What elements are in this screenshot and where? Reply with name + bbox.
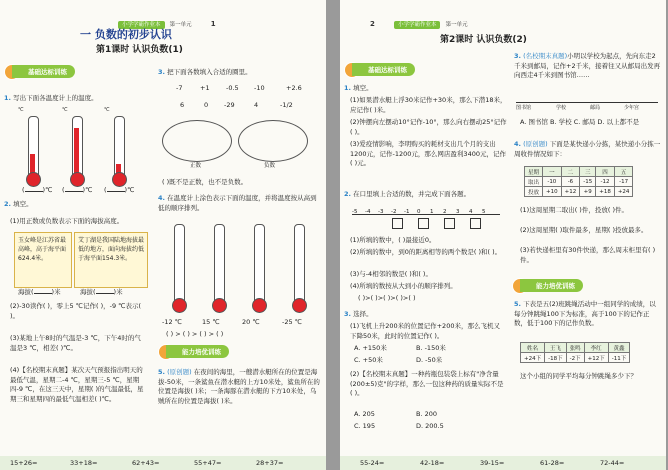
thermometer-3: ℃ bbox=[108, 108, 130, 186]
q3-line: 3. 把下面各数填入合适的圈里。 bbox=[158, 68, 252, 76]
q2-sub3: (3)与-4相邻的数是( )和( )。 bbox=[350, 270, 432, 278]
q4-sub2: (2)这周星期( )取件最多，星期( )投放最多。 bbox=[520, 226, 648, 234]
negative-oval[interactable] bbox=[238, 120, 308, 162]
header-row: 2 小学学霸作业本 第一单元 bbox=[370, 20, 468, 28]
q4-thermometers bbox=[162, 220, 322, 320]
label-negative: 负数 bbox=[264, 163, 276, 169]
courier-table: 星期 一 二 三 四 五 取出 -10 -6 -15 -12 -17 投放 +10 +12 +9 +18 +24 bbox=[524, 166, 633, 197]
section-basic: 基础达标训练 bbox=[352, 63, 415, 76]
side-numberline: 图书馆 学校 邮局 少年宫 bbox=[516, 98, 662, 112]
section-basic: 基础达标训练 bbox=[12, 65, 75, 78]
footer-math: 55-24= 42-18= 39-15= 61-28= 72-44= bbox=[360, 459, 625, 467]
q3-sub1-options-a[interactable]: A. +150米 B. -150米 bbox=[354, 344, 446, 352]
q1-answer-2[interactable]: ( )℃ bbox=[62, 186, 93, 194]
section-ability: 能力培优训练 bbox=[166, 345, 229, 358]
q1-answer-1[interactable]: ( )℃ bbox=[22, 186, 53, 194]
q2-sub4: (4)所填的数按从大到小的顺序排列。 bbox=[350, 282, 457, 290]
positive-oval[interactable] bbox=[162, 120, 232, 162]
q4-line: 4. 在温度计上涂色表示下面的温度，并将温度按从高到低的顺序排列。 bbox=[158, 194, 317, 212]
thermometer-1 bbox=[18, 107, 44, 186]
q4-therm-2[interactable] bbox=[208, 220, 232, 316]
therm-unit: ℃ bbox=[18, 107, 24, 113]
side-options[interactable]: A. 图书馆 B. 学校 C. 邮局 D. 以上都不是 bbox=[520, 118, 640, 126]
q5-line: 5. (原创题) 在夜间的海里，一艘潜水艇所在的位置是海拔-50米，一条鲨鱼在潜水艇的上方10米处，鲨鱼所在的位置是海拔( )米；一条海豚在潜水艇的下方10米处，乌贼所在的位置是海拔( )米。 bbox=[158, 368, 320, 405]
number-line: -5 -4 -3 -2 -1 0 1 2 3 4 5 bbox=[352, 204, 502, 234]
q1-sub2: (2)钟摆向左摆动10°记作-10°，那么向右摆动25°记作( )。 bbox=[350, 118, 507, 136]
q1-sub1: (1)如果潜水艇上浮30米记作+30米，那么下潜18米，应记作( )米。 bbox=[350, 96, 507, 114]
altitude-answer-1[interactable]: 海拔( )米 bbox=[18, 288, 61, 296]
q2-sub4: (4)【名校期末真题】某次天气预报指出明天的最低气温，星期二-4 ℃，星期三-5 ℃，星期四-9 ℃，在这三天中，星期( )的气温最低，星期三和星期四的最低气温相差( )℃。 bbox=[10, 366, 144, 403]
q2-line: 2. 填空。 bbox=[4, 200, 33, 208]
q4-therm-1[interactable] bbox=[168, 220, 192, 316]
q4-line: 4. (原创题) 下面是某快递小分拣，某快递小分拣一周收件情况如下： bbox=[514, 140, 661, 158]
q4-sub1: (1)这周星期二取出( )件，投放( )件。 bbox=[520, 206, 628, 214]
q1-text: 写出下面各温度计上的温度。 bbox=[13, 94, 98, 102]
q4-therm-4[interactable] bbox=[288, 220, 312, 316]
chapter-title: 一 负数的初步认识 bbox=[80, 28, 172, 41]
side-question: 3. (名校期末真题)小明以学校为起点，先向东走2千米到邮局，记作+2千米，接着往又从邮局出发再向西走4千米到图书馆…… bbox=[514, 52, 661, 79]
q3-sub2-options-b[interactable]: C. 195 D. 200.5 bbox=[354, 422, 444, 430]
q3-line: 3. 选择。 bbox=[344, 310, 373, 318]
q5-line: 5. 下表是五(2)班跳绳活动中一组同学的成绩，以每分钟跳绳100下为标准，高于100下的记作正数，低于100下的记作负数。 bbox=[514, 300, 656, 327]
q3-sub2-options-a[interactable]: A. 205 B. 200 bbox=[354, 410, 437, 418]
q2-sub1: (1)用正数或负数表示下面的海拔高度。 bbox=[10, 217, 124, 225]
footer-math: 15+26= 33+18= 62+43= 55+47= 28+37= bbox=[10, 459, 284, 467]
unit-label: 第一单元 bbox=[169, 22, 192, 28]
q2-sub2: (2)所填的数中，到0的距离相等的两个数是( )和( )。 bbox=[350, 248, 502, 256]
q1-answer-3[interactable]: ( )℃ bbox=[104, 186, 135, 194]
q3-sub1: (1)飞机上升200米的位置记作+200米，那么飞机又下降50米，此时的位置记作( )。 bbox=[350, 322, 500, 340]
section-ability: 能力培优训练 bbox=[520, 279, 583, 292]
q3-footer: ( )既不是正数，也不是负数。 bbox=[162, 178, 248, 186]
q4-temps: -12 ℃ 15 ℃ 20 ℃ -25 ℃ bbox=[162, 318, 302, 326]
lesson-title: 第2课时 认识负数(2) bbox=[440, 35, 527, 45]
note-aiding: 艾丁湖是我国陆地海拔最低的地方，面向海拔约低于海平面154.3米。 bbox=[74, 232, 148, 288]
q3-numbers-row1: -7 +1 -0.5 -10 +2.6 bbox=[176, 84, 302, 92]
q3-sub1-options-b[interactable]: C. +50米 D. -50米 bbox=[354, 356, 443, 364]
q4-sub3: (3)若快递柜里有30件快递，那么周末柜里有( )件。 bbox=[520, 246, 656, 264]
q1-line bbox=[4, 94, 98, 103]
q4-therm-3[interactable] bbox=[248, 220, 272, 316]
q2-line: 2. 在口里填上合适的数，并完成下面各题。 bbox=[344, 190, 471, 198]
label-positive: 正数 bbox=[190, 163, 202, 169]
lesson-title: 第1课时 认识负数(1) bbox=[96, 45, 183, 55]
q4-order: ( ) > ( ) > ( ) > ( ) bbox=[166, 330, 224, 338]
altitude-answer-2[interactable]: 海拔( )米 bbox=[80, 288, 123, 296]
q1-number: 1. bbox=[4, 94, 11, 102]
right-page bbox=[340, 0, 666, 470]
q2-sub2: (2)-30读作( )，零上5 ℃记作( )，-9 ℃表示( )。 bbox=[10, 302, 141, 320]
q5-question: 这个小组的同学平均每分钟跳绳多少下？ bbox=[520, 372, 637, 380]
q3-numbers-row2: 6 0 -29 4 -1/2 bbox=[180, 101, 293, 109]
q2-sub1: (1)所填的数中，( )最接近0。 bbox=[350, 236, 436, 244]
note-yunv: 玉女峰是江苏省最高峰，高于海平面624.4米。 bbox=[14, 232, 72, 288]
q2-order: ( )>( )>( )>( )>( ) bbox=[358, 294, 416, 302]
q2-sub3: (3)某地上午8时的气温是-3 ℃，下午4时的气温是3 ℃，相差( )℃。 bbox=[10, 334, 141, 352]
q1-sub3: (3)爱疫情影响，李明购买的耗材支出几个月的支出1200元，记作-1200元，那么网店盈利3400元，记作( )元。 bbox=[350, 140, 506, 167]
page-number: 1 bbox=[210, 20, 216, 28]
left-page bbox=[0, 0, 326, 470]
thermometer-2: ℃ bbox=[66, 108, 88, 186]
q1-line: 1. 填空。 bbox=[344, 84, 373, 92]
q3-sub2: (2)【名校期末真题】一种药瓶包装袋上标有"净含量(200±5)克"的字样，那么一包这种药的质量实际不是( )。 bbox=[350, 370, 504, 397]
jump-rope-table: 姓名 王飞 张鸣 李红 黄鑫 +24下 -18下 -2下 +12下 -11下 bbox=[520, 342, 630, 363]
book-badge: 小学学霸作业本 bbox=[118, 21, 165, 29]
